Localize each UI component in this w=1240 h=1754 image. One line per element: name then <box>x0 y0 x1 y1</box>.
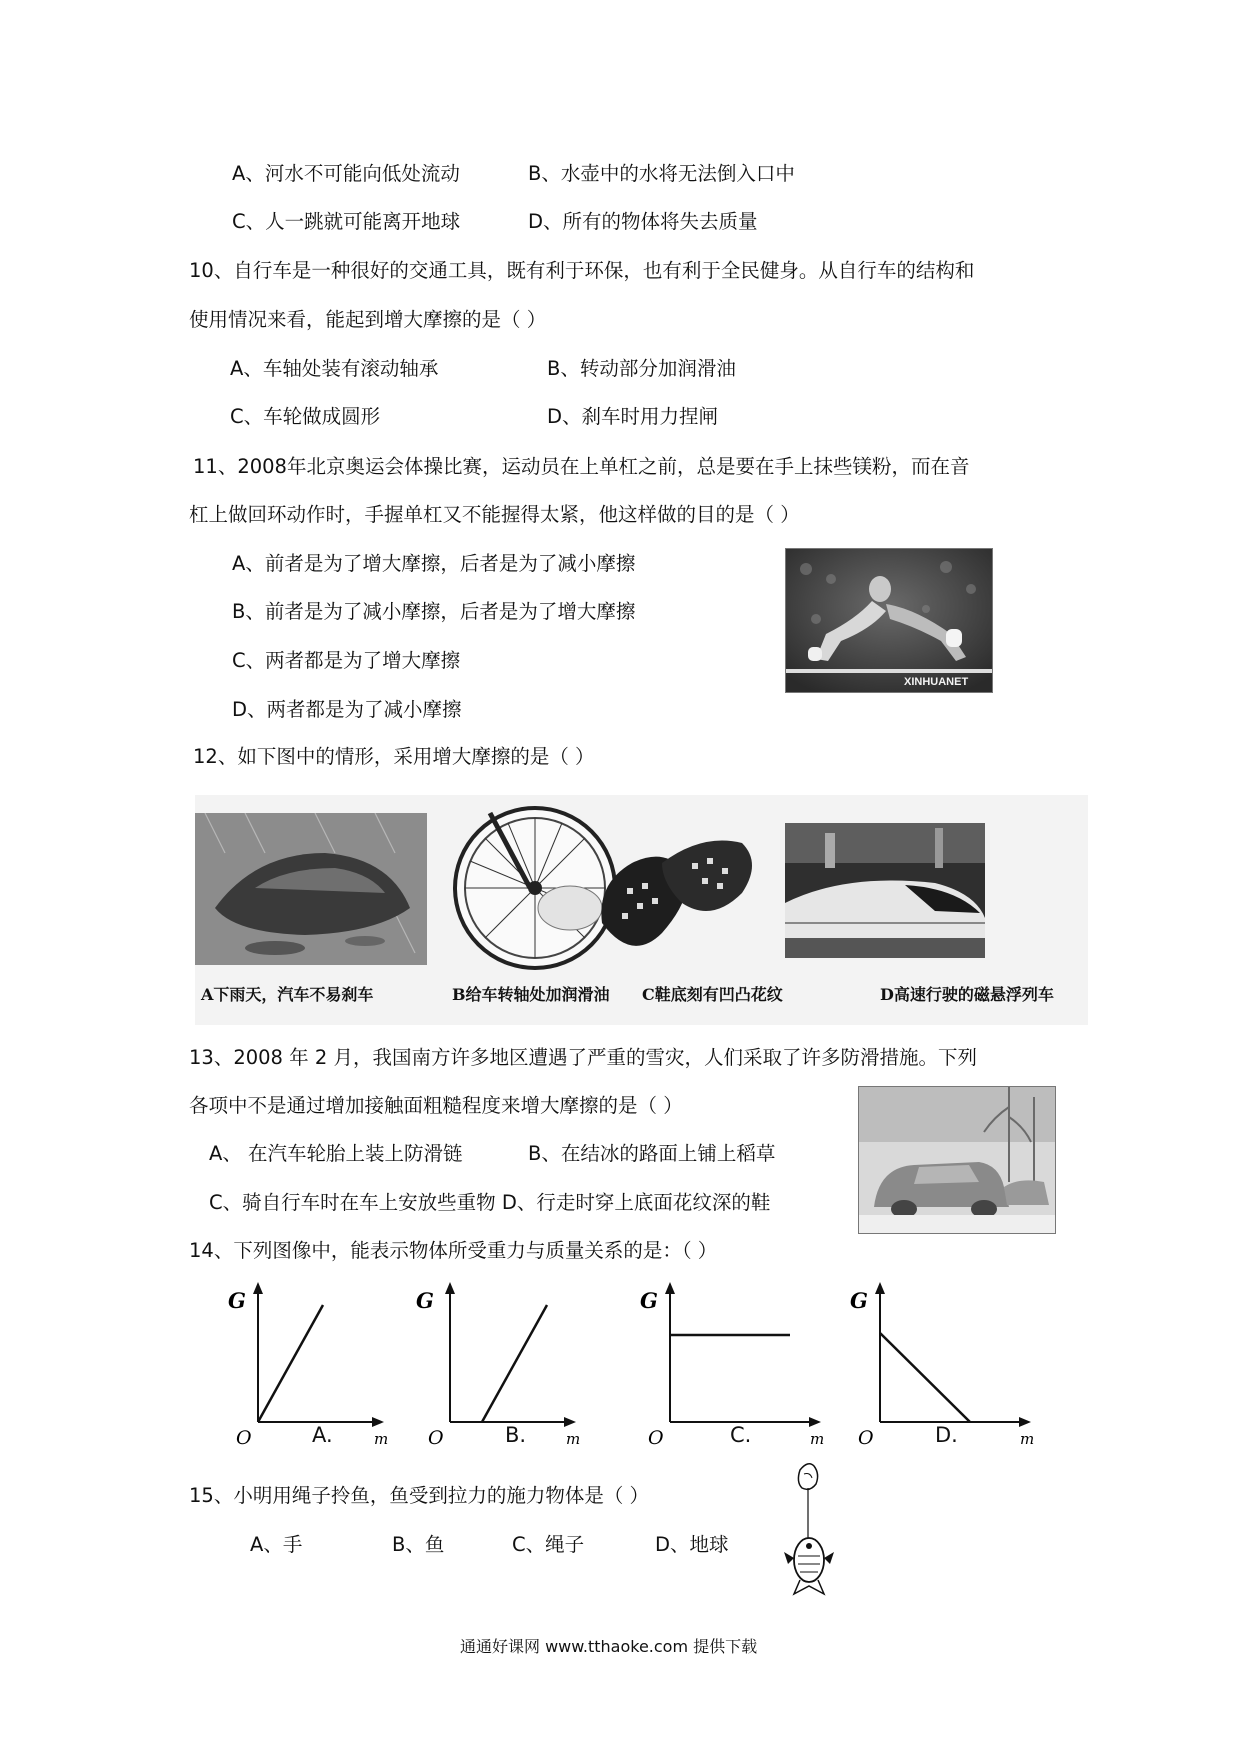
maglev-train-photo <box>785 823 985 958</box>
q11-stem-line1: 11、2008年北京奥运会体操比赛，运动员在上单杠之前，总是要在手上抹些镁粉，而在音 <box>193 455 970 478</box>
q9-option-a: A、河水不可能向低处流动 <box>232 162 460 185</box>
graph-d-x-label: m <box>1020 1430 1035 1448</box>
q14-stem: 14、下列图像中，能表示物体所受重力与质量关系的是：（ ） <box>189 1239 718 1262</box>
q13-option-cd: C、骑自行车时在车上安放些重物 D、行走时穿上底面花纹深的鞋 <box>209 1191 771 1214</box>
q11-option-b: B、前者是为了减小摩擦，后者是为了增大摩擦 <box>232 600 636 623</box>
gymnast-photo <box>785 548 993 693</box>
graph-b <box>410 1278 580 1448</box>
q10-option-a: A、车轴处装有滚动轴承 <box>230 357 439 380</box>
graph-a-x-label: m <box>374 1430 389 1448</box>
graph-b-option-label: B. <box>505 1423 527 1447</box>
graph-a-origin: O <box>236 1427 252 1448</box>
caption-c: C鞋底刻有凹凸花纹 <box>642 985 783 1004</box>
graph-b-x-label: m <box>566 1430 580 1448</box>
graph-d-y-label: G <box>850 1288 868 1313</box>
q10-option-d: D、刹车时用力捏闸 <box>547 405 719 428</box>
graph-c-origin: O <box>648 1427 664 1448</box>
hand-holding-fish-icon <box>780 1460 840 1600</box>
q12-stem: 12、如下图中的情形，采用增大摩擦的是（ ） <box>193 745 595 768</box>
photo-watermark: XINHUANET <box>904 676 969 688</box>
q13-option-b: B、在结冰的路面上铺上稻草 <box>528 1142 776 1165</box>
shoe-sole-photo <box>592 823 762 963</box>
q11-stem-line2: 杠上做回环动作时，手握单杠又不能握得太紧，他这样做的目的是（ ） <box>189 503 800 526</box>
q10-stem-line1: 10、自行车是一种很好的交通工具，既有利于环保，也有利于全民健身。从自行车的结构和 <box>189 259 975 282</box>
graph-c-option-label: C. <box>730 1423 752 1447</box>
q15-option-a: A、手 <box>250 1533 303 1556</box>
q10-option-b: B、转动部分加润滑油 <box>547 357 736 380</box>
graph-d-option-label: D. <box>935 1423 958 1447</box>
q10-option-c: C、车轮做成圆形 <box>230 405 381 428</box>
q9-option-d: D、所有的物体将失去质量 <box>528 210 758 233</box>
graph-b-origin: O <box>428 1427 444 1448</box>
q9-option-b: B、水壶中的水将无法倒入口中 <box>528 162 795 185</box>
q15-option-c: C、绳子 <box>512 1533 585 1556</box>
q15-option-b: B、鱼 <box>392 1533 445 1556</box>
q10-stem-line2: 使用情况来看，能起到增大摩擦的是（ ） <box>189 308 547 331</box>
q13-stem-line2: 各项中不是通过增加接触面粗糙程度来增大摩擦的是（ ） <box>189 1094 683 1117</box>
caption-b: B给车转轴处加润滑油 <box>452 985 610 1004</box>
graph-a-y-label: G <box>228 1288 246 1313</box>
graph-c-x-label: m <box>810 1430 825 1448</box>
q13-option-a: A、 在汽车轮胎上装上防滑链 <box>209 1142 463 1165</box>
q12-figure-strip <box>195 795 1088 1025</box>
q11-option-a: A、前者是为了增大摩擦，后者是为了减小摩擦 <box>232 552 636 575</box>
graph-b-y-label: G <box>416 1288 434 1313</box>
caption-d: D高速行驶的磁悬浮列车 <box>880 985 1054 1004</box>
q15-option-d: D、地球 <box>655 1533 729 1556</box>
q15-stem: 15、小明用绳子拎鱼，鱼受到拉力的施力物体是（ ） <box>189 1484 650 1507</box>
page-footer: 通通好课网 www.tthaoke.com 提供下载 <box>460 1637 758 1656</box>
graph-c-y-label: G <box>640 1288 658 1313</box>
gymnast-illustration <box>786 549 992 692</box>
q11-option-c: C、两者都是为了增大摩擦 <box>232 649 461 672</box>
q13-stem-line1: 13、2008 年 2 月，我国南方许多地区遭遇了严重的雪灾，人们采取了许多防滑措施。下列 <box>189 1046 977 1069</box>
caption-a: A下雨天，汽车不易刹车 <box>201 985 374 1004</box>
q9-option-c: C、人一跳就可能离开地球 <box>232 210 461 233</box>
graph-a-option-label: A. <box>312 1423 333 1447</box>
car-rain-photo <box>195 813 427 965</box>
q11-option-d: D、两者都是为了减小摩擦 <box>232 698 462 721</box>
snow-car-photo <box>858 1086 1056 1234</box>
graph-d-origin: O <box>858 1427 874 1448</box>
